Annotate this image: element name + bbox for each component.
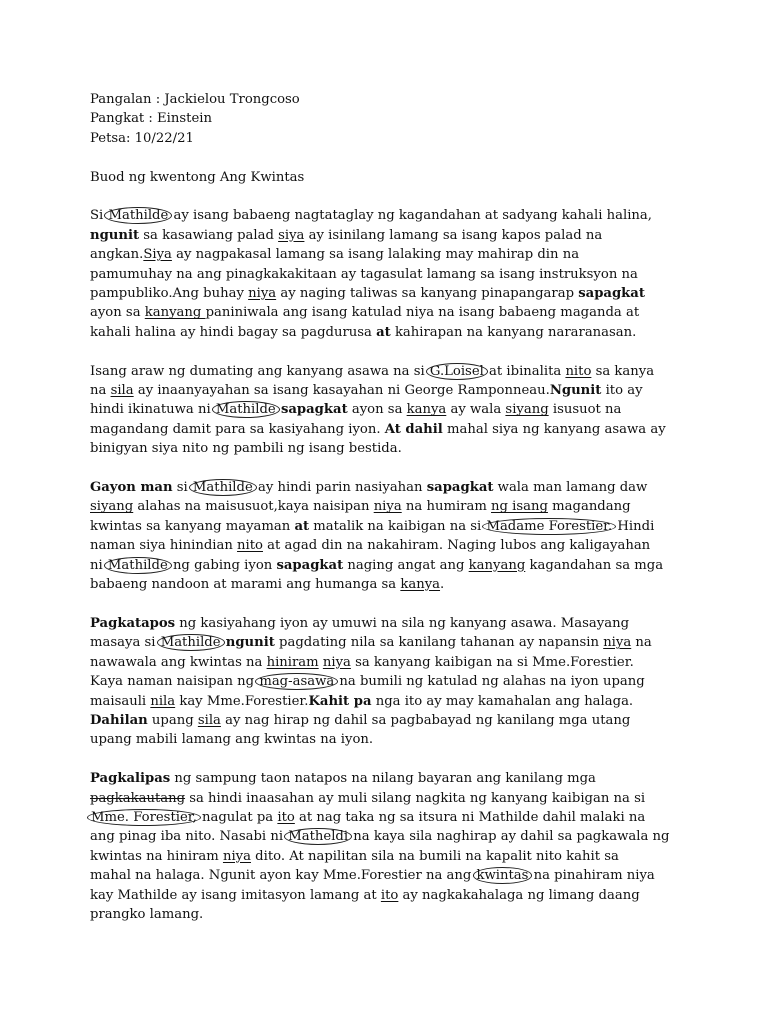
- text-segment: prangko lamang.: [90, 906, 204, 922]
- header-block: [90, 90, 728, 148]
- paragraph-line: [90, 517, 728, 536]
- underlined-word: siyang: [505, 402, 549, 418]
- bold-word: Pagkalipas: [90, 771, 171, 787]
- bold-word: at: [376, 324, 391, 340]
- text-segment: alahas na maisusuot,kaya naisipan: [133, 499, 374, 515]
- text-segment: Si: [90, 208, 108, 224]
- text-segment: ay nag hirap ng dahil sa pagbabayad ng kanilang mga utang: [220, 712, 631, 728]
- text-segment: ay isinilang lamang sa isang kapos palad na: [304, 227, 603, 243]
- paragraph-line: [90, 614, 728, 633]
- text-segment: ayon sa: [90, 305, 145, 321]
- text-segment: nga ito ay may kamahalan ang halaga.: [371, 693, 634, 709]
- summary-body: [90, 206, 728, 924]
- text-segment: maisauli: [90, 693, 151, 709]
- text-segment: naging angat ang: [343, 557, 469, 573]
- bold-word: sapagkat: [276, 557, 344, 573]
- underlined-word: niya: [222, 848, 251, 864]
- paragraph-line: [90, 711, 728, 730]
- paragraph-line: [90, 886, 728, 905]
- circled-word: Mme. Forestier,: [87, 809, 201, 826]
- underlined-word: kanya: [400, 577, 441, 593]
- paragraph-line: [90, 381, 728, 400]
- circled-word: kwintas: [473, 867, 533, 884]
- text-segment: pagdating nila sa kanilang tahanan ay napansin: [274, 635, 604, 651]
- text-segment: upang mabili lamang ang kwintas na iyon.: [90, 732, 374, 748]
- text-segment: at ibinalita: [484, 363, 566, 379]
- circled-word: Matheldi: [284, 828, 352, 845]
- circled-word: Mathilde: [189, 479, 257, 496]
- paragraph-line: [90, 226, 728, 245]
- text-segment: kwintas na hiniram: [90, 848, 223, 864]
- text-segment: ni: [90, 557, 107, 573]
- text-segment: upang: [147, 712, 198, 728]
- paragraph-line: [90, 789, 728, 808]
- circled-word: Madame Forestier.: [482, 518, 616, 535]
- text-segment: ito ay: [601, 383, 643, 399]
- paragraph-gap: [90, 595, 728, 614]
- underlined-word: siyang: [90, 499, 134, 515]
- paragraph-gap: [90, 459, 728, 478]
- paragraph-line: [90, 692, 728, 711]
- bold-word: sapagkat: [426, 480, 494, 496]
- paragraph-line: [90, 400, 728, 419]
- text-segment: na pinahiram niya: [529, 868, 655, 884]
- summary-paragraph: [90, 614, 728, 750]
- circled-word: G.Loisel: [426, 363, 488, 380]
- summary-paragraph: [90, 206, 728, 342]
- text-segment: ay hindi parin nasiyahan: [253, 480, 427, 496]
- text-segment: na kaya sila naghirap ay dahil sa pagkawala ng: [349, 829, 670, 845]
- paragraph-line: [90, 265, 728, 284]
- text-segment: kay Mme.Forestier.: [175, 693, 309, 709]
- text-segment: ayon sa: [347, 402, 407, 418]
- bold-word: at: [294, 518, 310, 534]
- underlined-word: ito: [380, 887, 399, 903]
- text-segment: naman siya hinindian: [90, 538, 238, 554]
- text-segment: paniniwala ang isang katulad niya na isang babaeng maganda at: [205, 305, 640, 321]
- text-segment: wala man lamang daw: [493, 480, 648, 496]
- paragraph-line: [90, 245, 728, 264]
- text-segment: angkan.: [90, 247, 144, 263]
- summary-paragraph: [90, 769, 728, 924]
- paragraph-line: [90, 808, 728, 827]
- text-segment: si: [172, 480, 192, 496]
- bold-word: ngunit: [225, 635, 275, 651]
- circled-word: mag-asawa: [255, 673, 338, 690]
- underlined-word: kanyang: [468, 557, 526, 573]
- text-segment: ng kasiyahang iyon ay umuwi na sila ng kanyang asawa. Masayang: [175, 615, 630, 631]
- text-segment: kwintas sa kanyang mayaman: [90, 518, 295, 534]
- paragraph-line: [90, 653, 728, 672]
- text-segment: kahirapan na kanyang nararanasan.: [390, 324, 637, 340]
- bold-word: Ngunit: [549, 383, 602, 399]
- paragraph-line: [90, 420, 728, 439]
- text-segment: isusuot na: [548, 402, 622, 418]
- text-segment: ay wala: [446, 402, 506, 418]
- circled-word: Mathilde: [212, 401, 280, 418]
- text-segment: magandang: [547, 499, 631, 515]
- text-segment: .: [440, 577, 445, 593]
- text-segment: masaya si: [90, 635, 160, 651]
- text-segment: kagandahan sa mga: [525, 557, 664, 573]
- underlined-word: sila: [110, 383, 134, 399]
- text-segment: nawawala ang kwintas na: [90, 654, 267, 670]
- paragraph-line: [90, 303, 728, 322]
- text-segment: dito. At napilitan sila na bumili na kapalit nito kahit sa: [250, 848, 619, 864]
- underlined-word: niya: [373, 499, 402, 515]
- underlined-word: hiniram: [266, 654, 319, 670]
- text-segment: matalik na kaibigan na si: [309, 518, 486, 534]
- student-name: Pangalan : Jackielou Trongcoso: [90, 92, 300, 107]
- paragraph-line: [90, 284, 728, 303]
- paragraph-line: [90, 536, 728, 555]
- text-segment: ang pinag iba nito. Nasabi ni: [90, 829, 288, 845]
- submission-date: Petsa: 10/22/21: [90, 130, 194, 146]
- text-segment: hindi ikinatuwa ni: [90, 402, 215, 418]
- circled-word: Mathilde: [157, 634, 225, 651]
- text-segment: mahal na halaga. Ngunit ayon kay Mme.Forestier na ang: [90, 868, 476, 884]
- text-segment: ay naging taliwas sa kanyang pinapangarap: [276, 286, 579, 302]
- text-segment: binigyan siya nito ng pambili ng isang bestida.: [90, 441, 402, 457]
- text-segment: ng sampung taon natapos na nilang bayaran ang kanilang mga: [170, 771, 596, 787]
- text-segment: kahali halina ay hindi bagay sa pagdurusa: [90, 324, 377, 340]
- underlined-word: ng isang: [491, 499, 548, 515]
- paragraph-line: [90, 206, 728, 225]
- text-segment: mahal siya ng kanyang asawa ay: [442, 421, 666, 437]
- paragraph-line: [90, 478, 728, 497]
- text-segment: na: [631, 635, 652, 651]
- text-segment: babaeng nandoon at marami ang humanga sa: [90, 577, 401, 593]
- underlined-word: nito: [237, 538, 263, 554]
- paragraph-line: [90, 827, 728, 846]
- underlined-word: ito: [277, 809, 295, 825]
- bold-word: Dahilan: [90, 712, 148, 728]
- underlined-word: sila: [197, 712, 221, 728]
- summary-paragraph: [90, 478, 728, 594]
- paragraph-gap: [90, 750, 728, 769]
- paragraph-line: [90, 575, 728, 594]
- underlined-word: niya: [603, 635, 632, 651]
- paragraph-line: [90, 497, 728, 516]
- underlined-word: niya: [248, 286, 277, 302]
- paragraph-line: [90, 905, 728, 924]
- paragraph-line: [90, 439, 728, 458]
- text-segment: pampubliko.Ang buhay: [90, 286, 249, 302]
- underlined-word: kanyang: [144, 305, 206, 321]
- text-segment: at agad din na nakahiram. Naging lubos ang kaligayahan: [262, 538, 651, 554]
- bold-word: Pagkatapos: [90, 615, 176, 631]
- text-segment: Kaya naman naisipan ng: [90, 674, 259, 690]
- paragraph-line: [90, 362, 728, 381]
- summary-paragraph: [90, 362, 728, 459]
- bold-word: sapagkat: [280, 402, 348, 418]
- text-segment: Isang araw ng dumating ang kanyang asawa na si: [90, 363, 429, 379]
- text-segment: magandang damit para sa kasiyahang iyon.: [90, 421, 385, 437]
- text-segment: sa kanyang kaibigan na si Mme.Forestier.: [350, 654, 634, 670]
- bold-word: ngunit: [90, 227, 140, 243]
- paragraph-line: [90, 730, 728, 749]
- circled-word: Mathilde: [104, 207, 172, 224]
- paragraph-line: [90, 672, 728, 691]
- text-segment: ay inaanyayahan sa isang kasayahan ni George Ramponneau.: [133, 383, 550, 399]
- paragraph-line: [90, 769, 728, 788]
- underlined-word: nito: [565, 363, 592, 379]
- text-segment: ay isang babaeng nagtataglay ng kagandahan at sadyang kahali halina,: [169, 208, 652, 224]
- underlined-word: nila: [150, 693, 176, 709]
- underlined-word: kanya: [406, 402, 447, 418]
- student-section: Pangkat : Einstein: [90, 111, 212, 127]
- bold-word: At dahil: [384, 421, 443, 437]
- bold-word: sapagkat: [578, 286, 645, 302]
- text-segment: ay nagkakahalaga ng limang daang: [398, 887, 640, 903]
- paragraph-line: [90, 323, 728, 342]
- text-segment: kay Mathilde ay isang imitasyon lamang at: [90, 887, 381, 903]
- paragraph-line: [90, 633, 728, 652]
- text-segment: sa kanya: [591, 363, 655, 379]
- text-segment: sa hindi inaasahan ay muli silang nagkita ng kanyang kaibigan na si: [185, 790, 646, 806]
- text-segment: na humiram: [401, 499, 492, 515]
- circled-word: Mathilde: [104, 557, 172, 574]
- text-segment: ay nagpakasal lamang sa isang lalaking may mahirap din na: [171, 247, 580, 263]
- paragraph-line: [90, 556, 728, 575]
- bold-word: Gayon man: [90, 480, 173, 496]
- text-segment: Hindi: [613, 518, 655, 534]
- text-segment: nagulat pa: [197, 809, 278, 825]
- text-segment: pamumuhay na ang pinagkakakitaan ay tagasulat lamang sa isang instruksyon na: [90, 266, 638, 282]
- paragraph-line: [90, 847, 728, 866]
- document-title: Buod ng kwentong Ang Kwintas: [90, 169, 305, 185]
- text-segment: ng gabing iyon: [168, 557, 277, 573]
- text-segment: at nag taka ng sa itsura ni Mathilde dahil malaki na: [294, 809, 646, 825]
- text-segment: na bumili ng katulad ng alahas na iyon upang: [335, 674, 645, 690]
- text-segment: na: [90, 383, 111, 399]
- struck-word: pagkakautang: [90, 790, 186, 806]
- underlined-word: Siya: [143, 247, 172, 263]
- bold-word: Kahit pa: [308, 693, 372, 709]
- underlined-word: niya: [322, 654, 351, 670]
- paragraph-line: [90, 866, 728, 885]
- text-segment: sa kasawiang palad: [139, 227, 279, 243]
- paragraph-gap: [90, 342, 728, 361]
- underlined-word: siya: [278, 227, 305, 243]
